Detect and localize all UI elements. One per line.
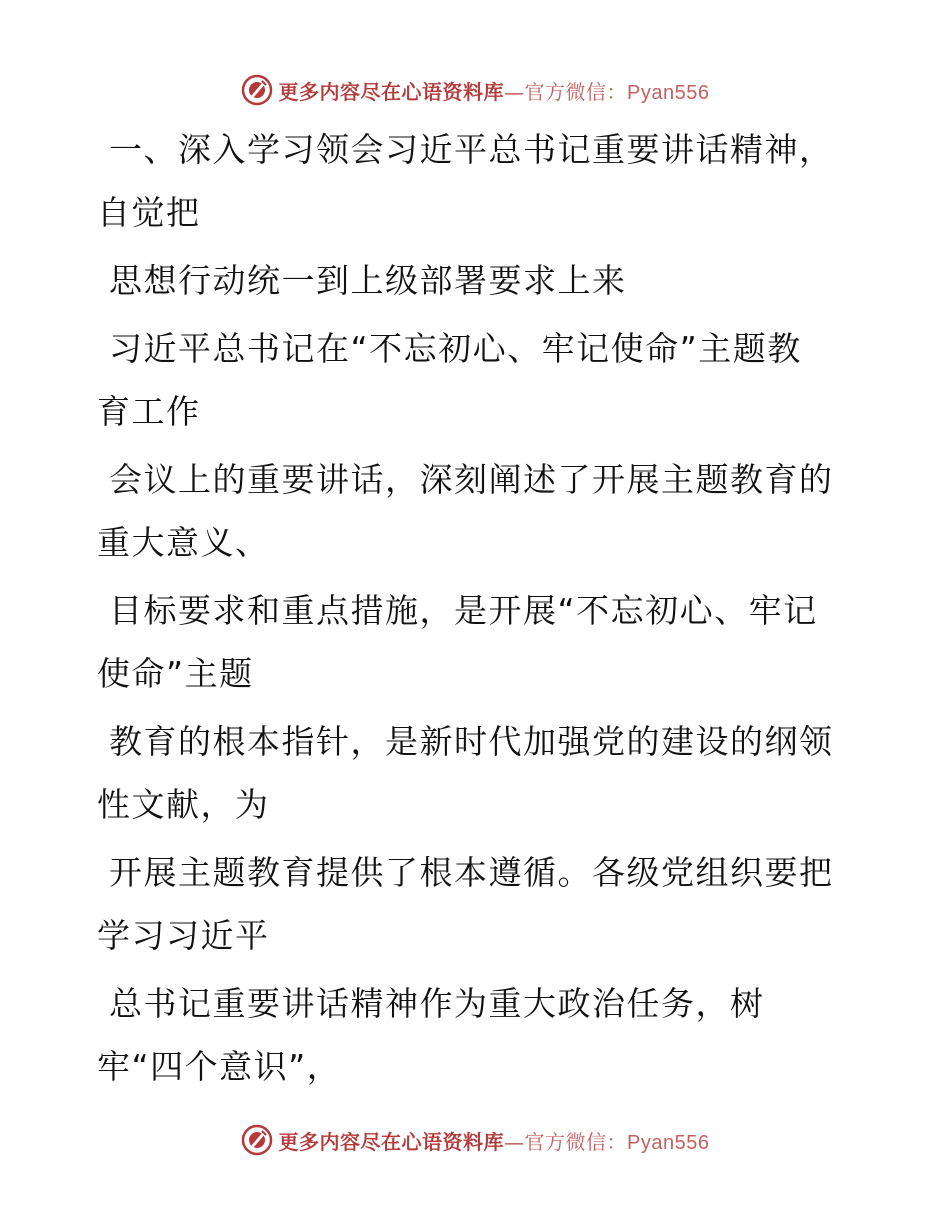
paragraph-line: 学习习近平 bbox=[97, 916, 270, 955]
footer-watermark bbox=[0, 1120, 950, 1160]
paragraph-line: 育工作 bbox=[97, 392, 201, 431]
paragraph-line: 会议上的重要讲话，深刻阐述了开展主题教育的 bbox=[109, 460, 834, 499]
watermark-wechat-label: 官方微信： bbox=[524, 79, 628, 104]
document-body bbox=[97, 118, 837, 1098]
paragraph-line: 目标要求和重点措施，是开展“不忘初心、牢记 bbox=[109, 591, 818, 630]
paragraph bbox=[97, 118, 837, 244]
paragraph bbox=[97, 841, 837, 967]
watermark-wechat-id: Pyan556 bbox=[627, 81, 710, 104]
paragraph-line: 性文献，为 bbox=[97, 785, 270, 824]
paragraph-line: 习近平总书记在“不忘初心、牢记使命”主题教 bbox=[109, 329, 802, 368]
watermark-text bbox=[279, 1126, 710, 1155]
paragraph-line: 开展主题教育提供了根本遵循。各级党组织要把 bbox=[109, 853, 834, 892]
paragraph-line: 思想行动统一到上级部署要求上来 bbox=[109, 261, 627, 300]
watermark-wechat-id: Pyan556 bbox=[627, 1131, 710, 1154]
paragraph bbox=[97, 972, 837, 1098]
paragraph bbox=[97, 579, 837, 705]
paragraph-line: 使命”主题 bbox=[97, 654, 254, 693]
paragraph bbox=[97, 249, 837, 312]
watermark-text bbox=[279, 76, 710, 105]
paragraph-line: 牢“四个意识”， bbox=[97, 1047, 342, 1086]
paragraph-line: 教育的根本指针，是新时代加强党的建设的纲领 bbox=[109, 722, 834, 761]
paragraph-line: 重大意义、 bbox=[97, 523, 270, 562]
header-watermark bbox=[0, 70, 950, 110]
paragraph-line: 自觉把 bbox=[97, 193, 201, 232]
watermark-brand: 更多内容尽在心语资料库 bbox=[278, 1129, 505, 1154]
watermark-wechat-label: 官方微信： bbox=[524, 1129, 628, 1154]
brand-logo-icon bbox=[241, 74, 273, 106]
brand-logo-icon bbox=[241, 1124, 273, 1156]
paragraph bbox=[97, 710, 837, 836]
paragraph bbox=[97, 317, 837, 443]
paragraph bbox=[97, 448, 837, 574]
watermark-separator: — bbox=[504, 79, 525, 104]
watermark-separator: — bbox=[504, 1129, 525, 1154]
paragraph-line: 总书记重要讲话精神作为重大政治任务，树 bbox=[109, 984, 765, 1023]
watermark-brand: 更多内容尽在心语资料库 bbox=[278, 79, 505, 104]
paragraph-line: 一、深入学习领会习近平总书记重要讲话精神， bbox=[109, 130, 834, 169]
